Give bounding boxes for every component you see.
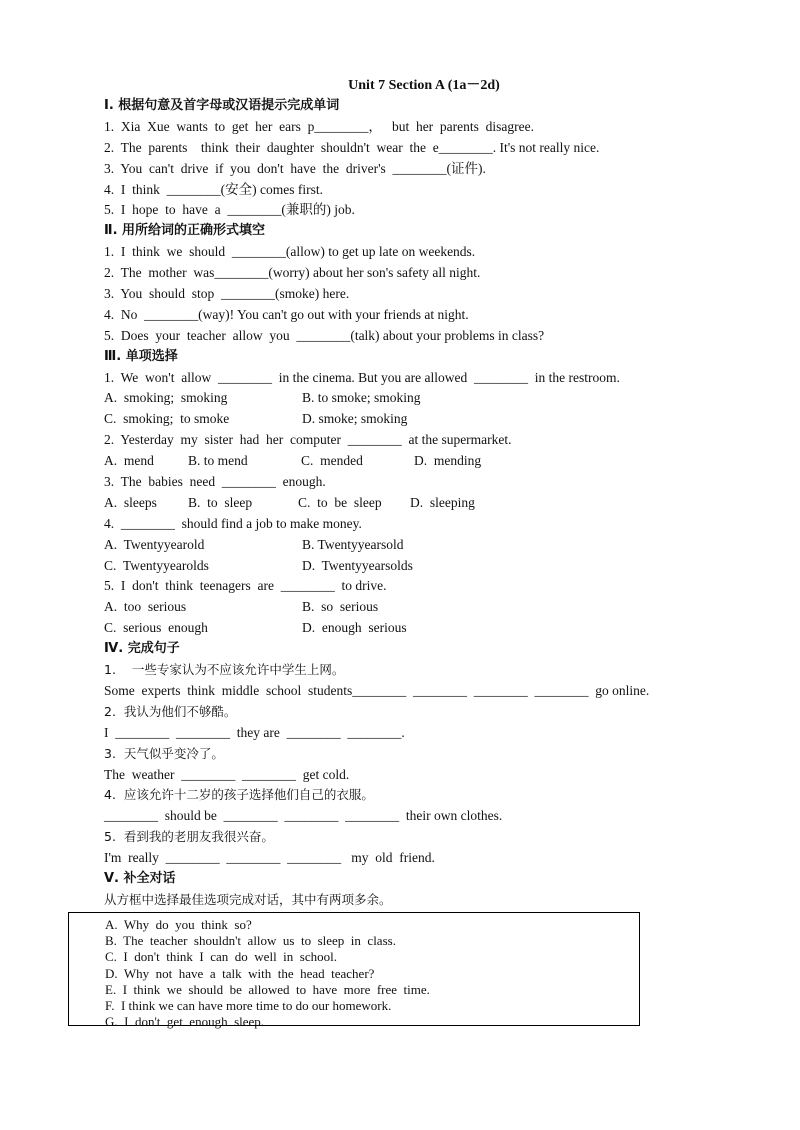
s3-question-5: 5. I don't think teenagers are ________ to drive. xyxy=(104,578,387,594)
s2-item-1: 1. I think we should ________(allow) to get up late on weekends. xyxy=(104,244,476,260)
s1-item-2: 2. The parents think their daughter shouldn't wear the e________. It's not really nice. xyxy=(104,139,600,155)
s3-q4-option-d: D. Twentyyearsolds xyxy=(302,557,413,573)
box-option-c: C. I don't think I can do well in school. xyxy=(105,949,337,965)
s3-q3-options xyxy=(104,493,724,514)
s2-item-3: 3. You should stop ________(smoke) here. xyxy=(104,286,350,302)
s3-q1-options-row-1 xyxy=(104,388,724,409)
s1-item-5: 5. I hope to have a ________(兼职的) job. xyxy=(104,202,355,218)
s4-prompt-4: 4. 应该允许十二岁的孩子选择他们自己的衣服。 xyxy=(104,787,374,803)
box-option-f: F. I think we can have more time to do our homework. xyxy=(105,997,392,1013)
s3-q3-option-d: D. sleeping xyxy=(410,494,475,510)
s1-item-1: 1. Xia Xue wants to get her ears p________， but her parents disagree. xyxy=(104,118,535,134)
section-2-heading: Ⅱ. 用所给词的正确形式填空 xyxy=(104,223,266,239)
section-1-heading: Ⅰ. 根据句意及首字母或汉语提示完成单词 xyxy=(104,98,340,113)
section-5-heading: Ⅴ. 补全对话 xyxy=(104,870,176,886)
s3-q4-option-a: A. Twentyyearold xyxy=(104,536,205,552)
worksheet xyxy=(104,76,724,911)
s3-q5-option-b: B. so serious xyxy=(302,599,379,615)
s3-q4-options-row-1 xyxy=(104,535,724,556)
s3-q3-option-a: A. sleeps xyxy=(104,494,157,510)
s3-q5-option-a: A. too serious xyxy=(104,599,187,615)
s3-q1-option-b: B. to smoke; smoking xyxy=(302,390,421,406)
box-option-a: A. Why do you think so? xyxy=(105,917,252,932)
s3-q4-option-b: B. Twentyyearsold xyxy=(302,536,404,552)
s3-q2-options xyxy=(104,451,724,472)
page-title: Unit 7 Section A (1a－2d) xyxy=(348,78,500,93)
s4-sentence-2: I ________ ________ they are ________ ________. xyxy=(104,724,405,740)
s3-question-2: 2. Yesterday my sister had her computer ________ at the supermarket. xyxy=(104,432,512,448)
options-box xyxy=(68,912,640,1030)
s1-item-3: 3. You can't drive if you don't have the driver's ________(证件). xyxy=(104,160,486,176)
s3-q2-option-c: C. mended xyxy=(301,453,363,469)
s3-q1-option-d: D. smoke; smoking xyxy=(302,411,408,427)
s4-prompt-5: 5. 看到我的老朋友我很兴奋。 xyxy=(104,829,274,845)
s2-item-2: 2. The mother was________(worry) about her son's safety all night. xyxy=(104,265,481,281)
s3-q1-option-a: A. smoking; smoking xyxy=(104,390,228,406)
s3-q1-option-c: C. smoking; to smoke xyxy=(104,411,230,427)
box-option-e: E. I think we should be allowed to have more free time. xyxy=(105,981,430,997)
s1-item-4: 4. I think ________(安全) comes first. xyxy=(104,181,323,197)
section-4-heading: Ⅳ. 完成句子 xyxy=(104,641,180,657)
s3-question-3: 3. The babies need ________ enough. xyxy=(104,474,326,490)
s3-q4-option-c: C. Twentyyearolds xyxy=(104,557,209,573)
s2-item-4: 4. No ________(way)! You can't go out with your friends at night. xyxy=(104,306,469,322)
s3-question-1: 1. We won't allow ________ in the cinema. But you are allowed ________ in the restroom. xyxy=(104,369,620,385)
s3-q1-options-row-2 xyxy=(104,409,724,430)
s4-sentence-3: The weather ________ ________ get cold. xyxy=(104,766,350,782)
s4-prompt-2: 2. 我认为他们不够酷。 xyxy=(104,703,237,719)
s4-prompt-1: 1. 一些专家认为不应该允许中学生上网。 xyxy=(104,662,345,678)
s4-sentence-5: I'm really ________ ________ ________ my old friend. xyxy=(104,850,435,866)
s3-q2-option-b: B. to mend xyxy=(188,453,248,469)
box-option-g: G. I don't get enough sleep. xyxy=(105,1014,265,1030)
s2-item-5: 5. Does your teacher allow you ________(talk) about your problems in class? xyxy=(104,327,545,343)
s3-q3-option-b: B. to sleep xyxy=(188,494,253,510)
s3-q5-option-d: D. enough serious xyxy=(302,620,407,636)
s3-q3-option-c: C. to be sleep xyxy=(298,494,382,510)
s3-q5-options-row-1 xyxy=(104,597,724,618)
s4-sentence-1: Some experts think middle school students________ ________ ________ ________ go online. xyxy=(104,682,650,698)
s3-q5-options-row-2 xyxy=(104,618,724,639)
s3-q4-options-row-2 xyxy=(104,556,724,577)
box-option-b: B. The teacher shouldn't allow us to sleep in class. xyxy=(105,933,396,949)
box-option-d: D. Why not have a talk with the head teacher? xyxy=(105,965,375,981)
s3-q2-option-d: D. mending xyxy=(414,453,482,469)
s3-question-4: 4. ________ should find a job to make money. xyxy=(104,515,362,531)
section-3-heading: Ⅲ. 单项选择 xyxy=(104,348,178,364)
s3-q5-option-c: C. serious enough xyxy=(104,620,208,636)
s4-prompt-3: 3. 天气似乎变冷了。 xyxy=(104,745,224,761)
s3-q2-option-a: A. mend xyxy=(104,453,154,469)
s4-sentence-4: ________ should be ________ ________ ________ their own clothes. xyxy=(104,808,503,824)
s5-instruction: 从方框中选择最佳选项完成对话，其中有两项多余。 xyxy=(104,891,392,907)
